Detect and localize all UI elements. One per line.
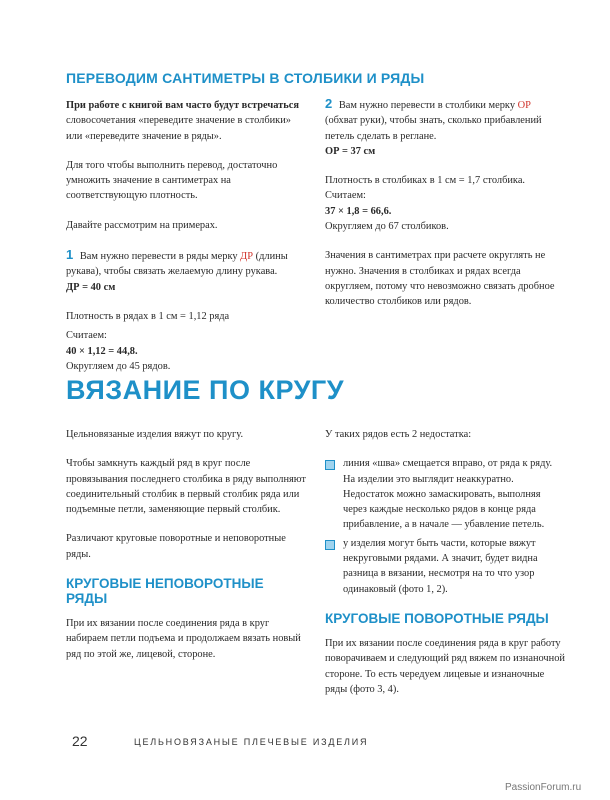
example-1-round: Округляем до 45 рядов. — [66, 360, 171, 372]
drawback-2 — [325, 536, 565, 597]
example-2-round: Округляем до 67 столбиков. — [325, 221, 449, 233]
section1-left-column — [66, 98, 302, 374]
intro-paragraph — [66, 98, 302, 144]
example-2-density: Плотность в столбиках в 1 см = 1,7 столбика. — [325, 175, 526, 187]
section1-right-column — [325, 96, 565, 324]
circular-paragraph-1: Цельновязаные изделия вяжут по кругу. — [66, 429, 244, 440]
drawback-1 — [325, 456, 565, 532]
non-turning-rows-text: При их вязании после соединения ряда в круг набираем петли подъема и продолжаем вязать новый ряд по этой же, лицевой, стороне. — [66, 618, 301, 660]
paragraph-3: Давайте рассмотрим на примерах. — [66, 219, 218, 231]
example-2-text-b: (обхват руки), чтобы знать, сколько прибавлений петель сделать в реглане. — [325, 115, 542, 142]
non-turning-rows-heading: КРУГОВЫЕ НЕПОВОРОТНЫЕ РЯДЫ — [66, 576, 264, 607]
example-2-text-a: Вам нужно перевести в столбики мерку — [338, 100, 516, 111]
turning-rows-text: При их вязании после соединения ряда в круг работу поворачиваем и следующий ряд вяжем по изнаночной стороне. То есть чередуем лицевые и изнаночные ряды (фото 3, 4). — [325, 637, 565, 695]
example-1 — [66, 247, 302, 280]
turning-rows-heading: КРУГОВЫЕ ПОВОРОТНЫЕ РЯДЫ — [325, 610, 549, 626]
drawback-2-text: у изделия могут быть части, которые вяжут некруговыми рядами. А значит, будет видна разница в вязании, несмотря на то что узор одинаковый (фото 1, 2). — [343, 537, 538, 595]
example-2-calc-label: Считаем: — [325, 190, 366, 202]
book-title: ЦЕЛЬНОВЯЗАНЫЕ ПЛЕЧЕВЫЕ ИЗДЕЛИЯ — [134, 737, 369, 747]
example-1-calc-label: Считаем: — [66, 330, 107, 342]
example-2-calc: 37 × 1,8 = 66,6. — [325, 205, 392, 217]
square-bullet-icon — [325, 460, 335, 470]
intro-rest: словосочетания «переведите значение в столбики» или «переведите значение в ряды». — [66, 115, 291, 142]
drawback-1-text: линия «шва» смещается вправо, от ряда к ряду. На изделии это выглядит неаккуратно. Недостаток можно замаскировать, выполняя через каждые несколько рядов в конце ряда прибавление, а в начале — убавление петель. — [343, 458, 553, 531]
rounding-note: Значения в сантиметрах при расчете округлять не нужно. Значения в столбиках и рядах всегда округляем, потому что невозможно связать дробное количество столбиков или рядов. — [325, 250, 555, 308]
circular-paragraph-3: Различают круговые поворотные и неповоротные ряды. — [66, 533, 286, 560]
paragraph-2: Для того чтобы выполнить перевод, достаточно умножить значение в сантиметрах на соответствующую плотность. — [66, 159, 278, 202]
intro-bold: При работе с книгой вам часто будут встречаться — [66, 100, 299, 111]
watermark: PassionForum.ru — [505, 782, 582, 793]
example-1-text-b: (длины рукава), чтобы связать желаемую длину рукава. — [66, 251, 288, 278]
section2-right-column — [325, 427, 565, 711]
section2-left-column — [66, 427, 306, 676]
drawbacks-intro: У таких рядов есть 2 недостатка: — [325, 429, 472, 440]
example-2-number: 2 — [325, 96, 333, 111]
example-2 — [325, 96, 565, 144]
example-1-calc: 40 × 1,12 = 44,8. — [66, 345, 138, 357]
section2-title: ВЯЗАНИЕ ПО КРУГУ — [66, 375, 344, 405]
page-number: 22 — [72, 733, 88, 749]
section1-title: ПЕРЕВОДИМ САНТИМЕТРЫ В СТОЛБИКИ И РЯДЫ — [66, 70, 425, 86]
abbr-or: ОР — [517, 100, 531, 111]
example-2-value: ОР = 37 см — [325, 145, 376, 157]
abbr-dr: ДР — [240, 251, 254, 263]
example-1-number: 1 — [66, 247, 74, 263]
example-1-text-a: Вам нужно перевести в ряды мерку — [79, 251, 238, 263]
circular-paragraph-2: Чтобы замкнуть каждый ряд в круг после провязывания последнего столбика в ряду выполняют соединительный столбик в первый столбик ряда или подъемные петли, заменяющие первый столбик. — [66, 458, 306, 516]
example-1-value: ДР = 40 см — [66, 281, 116, 293]
square-bullet-icon — [325, 540, 335, 550]
example-1-density: Плотность в рядах в 1 см = 1,12 ряда — [66, 310, 230, 322]
